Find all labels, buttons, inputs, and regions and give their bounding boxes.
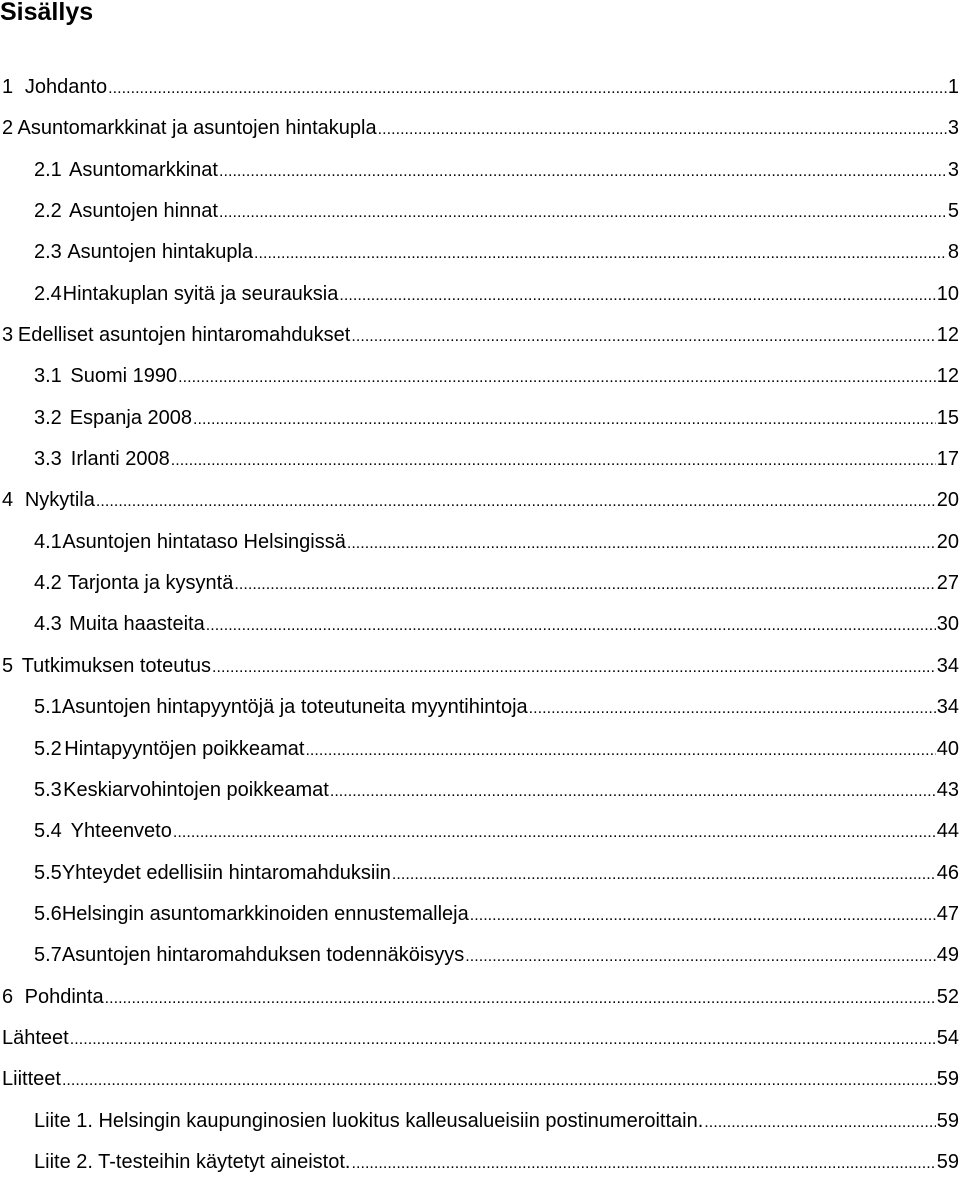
toc-entry[interactable] xyxy=(0,108,960,149)
toc-entry-page-number: 54 xyxy=(936,1026,959,1049)
toc-entry-number: 4.1 xyxy=(34,530,62,553)
toc-entry[interactable] xyxy=(0,935,960,976)
toc-entry-label: Pohdinta xyxy=(24,985,104,1008)
toc-entry-number: 5.3 xyxy=(34,778,62,801)
toc-entry[interactable] xyxy=(0,729,960,770)
toc-entry[interactable] xyxy=(0,480,960,521)
dot-leader xyxy=(171,439,936,481)
toc-entry[interactable] xyxy=(0,439,960,480)
toc-entry-page-number: 5 xyxy=(947,200,959,223)
toc-entry-number: 3 xyxy=(2,324,14,347)
toc-entry-page-number: 3 xyxy=(947,158,959,181)
toc-entry-page-number: 27 xyxy=(936,572,959,595)
toc-entry[interactable] xyxy=(0,563,960,604)
toc-entry-number: 3.2 xyxy=(34,406,62,429)
dot-leader xyxy=(339,274,935,316)
toc-entry-page-number: 59 xyxy=(936,1150,959,1173)
toc-entry-label: Asuntomarkkinat xyxy=(69,158,218,181)
toc-entry-label: Lähteet xyxy=(2,1026,69,1049)
toc-entry-label: Yhteydet edellisiin hintaromahduksiin xyxy=(61,861,391,884)
toc-entry-label: Hintakuplan syitä ja seurauksia xyxy=(62,282,339,305)
toc-entry[interactable] xyxy=(0,853,960,894)
dot-leader xyxy=(347,522,936,564)
page-title: Sisällys xyxy=(0,0,94,26)
toc-entry-page-number: 10 xyxy=(936,282,959,305)
toc-entry-label: Tutkimuksen toteutus xyxy=(21,654,212,677)
dot-leader xyxy=(219,191,947,233)
toc-entry-number: 2.3 xyxy=(34,241,62,264)
dot-leader xyxy=(465,935,935,977)
toc-entry-label: Asuntojen hintataso Helsingissä xyxy=(62,530,346,553)
toc-entry-page-number: 59 xyxy=(936,1109,959,1132)
toc-entry-number: 1 xyxy=(2,76,14,98)
dot-leader xyxy=(254,232,947,274)
toc-entry-page-number: 20 xyxy=(936,489,959,512)
toc-entry[interactable] xyxy=(0,894,960,935)
toc-entry-number: 2.1 xyxy=(34,158,62,181)
toc-entry-label: Asuntojen hintapyyntöjä ja toteutuneita myyntihintoja xyxy=(61,696,528,719)
toc-entry[interactable] xyxy=(0,398,960,439)
toc-entry-page-number: 15 xyxy=(936,406,959,429)
toc-entry-number: 5.5 xyxy=(34,861,62,884)
toc-entry-label: Asuntomarkkinat ja asuntojen hintakupla xyxy=(17,117,377,140)
toc-entry[interactable] xyxy=(0,604,960,645)
toc-entry-number: 5.2 xyxy=(34,737,62,760)
toc-entry-label: Asuntojen hinnat xyxy=(68,200,218,223)
toc-entry-number: 3.3 xyxy=(34,448,62,471)
toc-entry-number: 2.4 xyxy=(34,282,62,305)
toc-entry-number: 5.7 xyxy=(34,944,62,967)
toc-entry-number: 5 xyxy=(2,654,14,677)
table-of-contents xyxy=(0,67,960,1183)
dot-leader xyxy=(206,604,936,646)
toc-entry-label: Nykytila xyxy=(24,489,95,512)
dot-leader xyxy=(62,1059,936,1101)
toc-entry[interactable] xyxy=(0,646,960,687)
toc-entry-number: 5.4 xyxy=(34,820,62,843)
toc-entry[interactable] xyxy=(0,522,960,563)
toc-entry-page-number: 3 xyxy=(947,117,959,140)
toc-entry-page-number: 49 xyxy=(936,944,959,967)
toc-entry-page-number: 20 xyxy=(936,530,959,553)
toc-entry-page-number: 52 xyxy=(936,985,959,1008)
toc-entry[interactable] xyxy=(0,977,960,1018)
toc-entry-page-number: 17 xyxy=(936,448,959,471)
toc-entry-number: 6 xyxy=(2,985,14,1008)
toc-entry-page-number: 12 xyxy=(936,365,959,388)
toc-entry-number: 5.1 xyxy=(34,696,62,719)
toc-entry-label: Keskiarvohintojen poikkeamat xyxy=(63,778,329,801)
dot-leader xyxy=(529,687,936,729)
toc-entry-label: Helsingin asuntomarkkinoiden ennustemalleja xyxy=(61,902,469,925)
toc-entry[interactable] xyxy=(0,1101,960,1142)
toc-entry-label: Yhteenveto xyxy=(70,820,172,843)
toc-entry-label: Irlanti 2008 xyxy=(70,448,170,471)
toc-entry-page-number: 30 xyxy=(936,613,959,636)
toc-entry[interactable] xyxy=(0,315,960,356)
toc-entry-page-number: 44 xyxy=(936,820,959,843)
toc-entry-number: 5.6 xyxy=(34,902,62,925)
dot-leader xyxy=(330,770,936,812)
dot-leader xyxy=(378,108,947,150)
toc-entry[interactable] xyxy=(0,356,960,397)
toc-entry[interactable] xyxy=(0,232,960,273)
toc-entry-label: Hintapyyntöjen poikkeamat xyxy=(64,737,305,760)
toc-entry-number: 2.2 xyxy=(34,200,62,223)
toc-entry-page-number: 34 xyxy=(936,696,959,719)
toc-entry[interactable] xyxy=(0,1059,960,1100)
toc-entry[interactable] xyxy=(0,687,960,728)
dot-leader xyxy=(219,150,947,192)
dot-leader xyxy=(234,563,935,605)
toc-entry-number: 4.2 xyxy=(34,572,62,595)
toc-entry-label: Espanja 2008 xyxy=(69,406,193,429)
toc-entry-page-number: 59 xyxy=(936,1068,959,1091)
toc-entry-label: Muita haasteita xyxy=(69,613,205,636)
toc-entry-number: 4 xyxy=(2,489,14,512)
dot-leader xyxy=(704,1101,935,1143)
dot-leader xyxy=(173,811,936,853)
toc-entry[interactable] xyxy=(0,67,960,108)
dot-leader xyxy=(178,356,936,398)
dot-leader xyxy=(212,646,936,688)
toc-entry[interactable] xyxy=(0,770,960,811)
toc-entry-number: 2 xyxy=(2,117,14,140)
toc-entry-label: Tarjonta ja kysyntä xyxy=(67,572,234,595)
toc-entry-label: Liite 2. T-testeihin käytetyt aineistot. xyxy=(34,1150,351,1173)
toc-entry-page-number: 1 xyxy=(947,76,959,98)
dot-leader xyxy=(193,398,936,440)
toc-entry-label: Edelliset asuntojen hintaromahdukset xyxy=(17,324,351,347)
toc-entry[interactable] xyxy=(0,811,960,852)
toc-entry-page-number: 47 xyxy=(936,902,959,925)
toc-entry[interactable] xyxy=(0,150,960,191)
toc-entry-page-number: 46 xyxy=(936,861,959,884)
dot-leader xyxy=(96,480,936,522)
toc-entry-label: Asuntojen hintakupla xyxy=(67,241,254,264)
dot-leader xyxy=(392,853,936,895)
toc-entry-label: Asuntojen hintaromahduksen todennäköisyys xyxy=(61,944,465,967)
toc-entry-label: Johdanto xyxy=(24,76,108,98)
toc-entry-label: Liitteet xyxy=(2,1068,61,1091)
toc-entry-number: 4.3 xyxy=(34,613,62,636)
toc-entry[interactable] xyxy=(0,1142,960,1183)
dot-leader xyxy=(470,894,936,936)
toc-entry-page-number: 43 xyxy=(936,778,959,801)
toc-entry-page-number: 12 xyxy=(936,324,959,347)
toc-entry-number: 3.1 xyxy=(34,365,62,388)
toc-entry-page-number: 34 xyxy=(936,654,959,677)
dot-leader xyxy=(305,729,935,771)
toc-entry[interactable] xyxy=(0,191,960,232)
dot-leader xyxy=(351,315,935,357)
toc-entry[interactable] xyxy=(0,274,960,315)
dot-leader xyxy=(70,1018,936,1060)
toc-entry-page-number: 40 xyxy=(936,737,959,760)
toc-entry[interactable] xyxy=(0,1018,960,1059)
dot-leader xyxy=(105,977,936,1019)
dot-leader xyxy=(108,67,947,109)
toc-entry-label: Liite 1. Helsingin kaupunginosien luokitus kalleusalueisiin postinumeroittain. xyxy=(34,1109,704,1132)
toc-entry-page-number: 8 xyxy=(947,241,959,264)
toc-entry-label: Suomi 1990 xyxy=(70,365,178,388)
